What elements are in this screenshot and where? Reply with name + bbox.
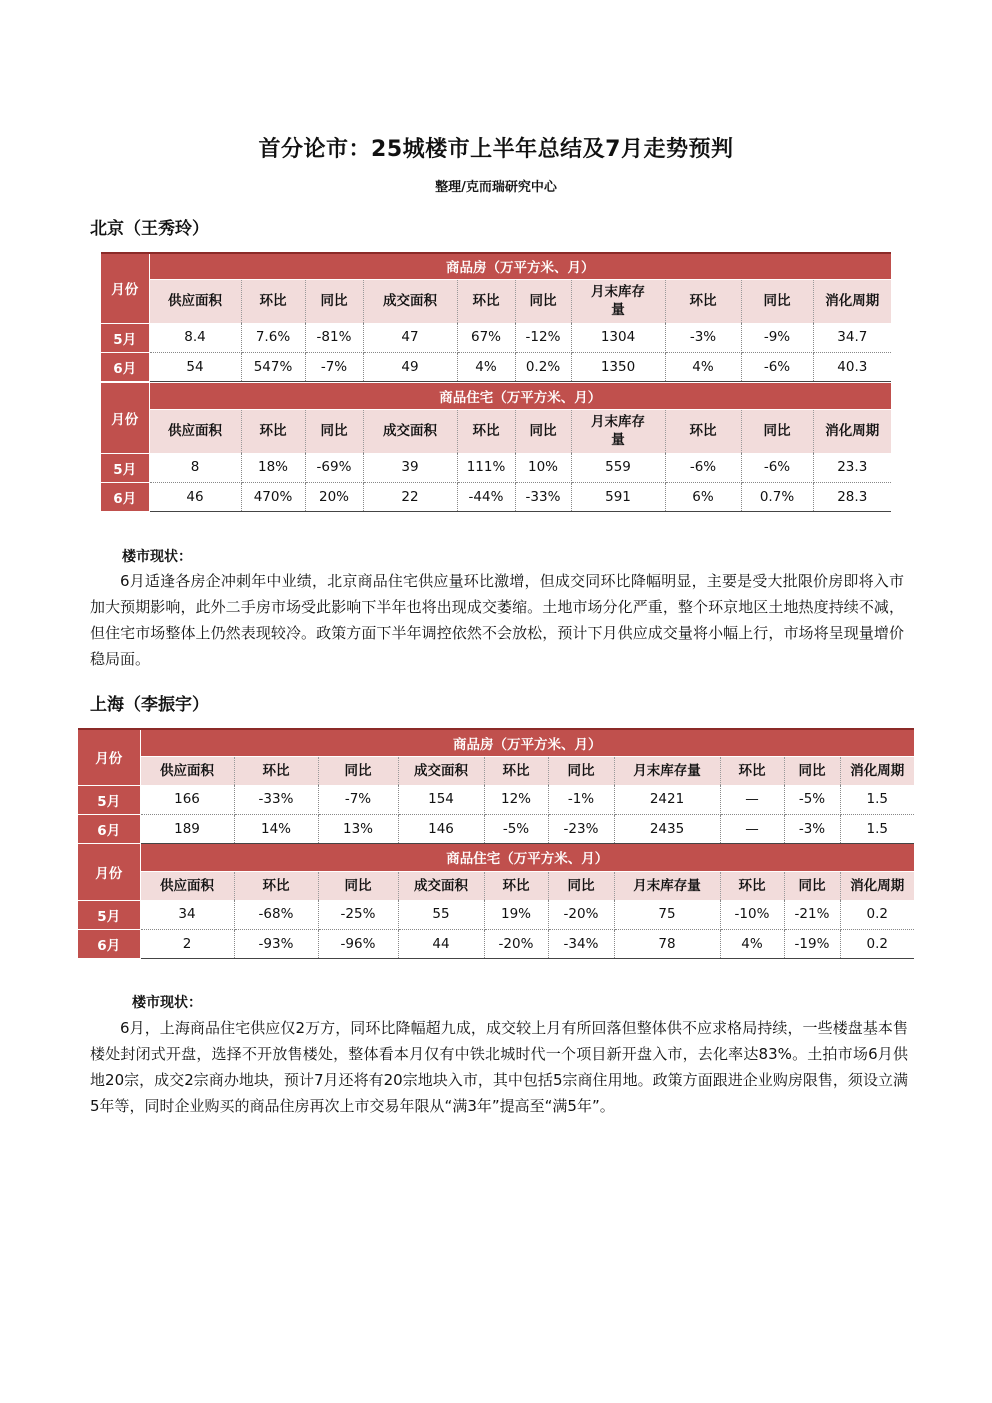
table-cell: 39 bbox=[363, 453, 457, 482]
shanghai-residential-table bbox=[78, 844, 914, 959]
column-header: 环比 bbox=[720, 756, 784, 785]
table-cell: 34.7 bbox=[813, 323, 891, 352]
column-header: 同比 bbox=[741, 409, 813, 453]
month-column-header: 月份 bbox=[101, 253, 149, 323]
table-cell: -5% bbox=[784, 785, 840, 814]
table-cell: -68% bbox=[234, 900, 318, 929]
table-cell: 18% bbox=[241, 453, 305, 482]
column-header: 同比 bbox=[515, 409, 571, 453]
table-cell: — bbox=[720, 814, 784, 843]
table-cell: -7% bbox=[305, 352, 363, 381]
table-cell: 2435 bbox=[614, 814, 720, 843]
column-header: 环比 bbox=[457, 409, 515, 453]
table-cell: 189 bbox=[140, 814, 234, 843]
month-column-header: 月份 bbox=[78, 729, 140, 785]
table-cell: -34% bbox=[548, 929, 614, 958]
table-row bbox=[78, 785, 914, 814]
table-cell: -1% bbox=[548, 785, 614, 814]
row-header: 5月 bbox=[101, 453, 149, 482]
table-cell: 46 bbox=[149, 482, 241, 511]
table-cell: 166 bbox=[140, 785, 234, 814]
beijing-commercial-table bbox=[101, 252, 891, 382]
table-cell: -25% bbox=[318, 900, 398, 929]
beijing-residential-table bbox=[101, 383, 891, 512]
table-cell: 49 bbox=[363, 352, 457, 381]
table-cell: 0.7% bbox=[741, 482, 813, 511]
table-row bbox=[101, 352, 891, 381]
column-header: 供应面积 bbox=[149, 279, 241, 323]
column-header: 月末库存量 bbox=[571, 409, 665, 453]
table-cell: 28.3 bbox=[813, 482, 891, 511]
table-cell: 8 bbox=[149, 453, 241, 482]
table-cell: 1.5 bbox=[840, 814, 914, 843]
table-cell: 470% bbox=[241, 482, 305, 511]
table-cell: 4% bbox=[457, 352, 515, 381]
table-cell: 146 bbox=[398, 814, 484, 843]
table-cell: 23.3 bbox=[813, 453, 891, 482]
table-cell: -21% bbox=[784, 900, 840, 929]
table-cell: 1350 bbox=[571, 352, 665, 381]
table-cell: 55 bbox=[398, 900, 484, 929]
page-subtitle: 整理/克而瑞研究中心 bbox=[435, 180, 557, 195]
column-header: 同比 bbox=[784, 756, 840, 785]
table-cell: 47 bbox=[363, 323, 457, 352]
table-cell: -93% bbox=[234, 929, 318, 958]
column-header: 成交面积 bbox=[398, 871, 484, 900]
table-cell: 40.3 bbox=[813, 352, 891, 381]
column-header: 环比 bbox=[665, 409, 741, 453]
table-row bbox=[78, 929, 914, 958]
market-status-text: 6月适逢各房企冲刺年中业绩，北京商品住宅供应量环比激增，但成交同环比降幅明显，主要是受大批限价房即将入市加大预期影响，此外二手房市场受此影响下半年也将出现成交萎缩。土地市场分化严重，整个环京地区土地热度持续不减，但住宅市场整体上仍然表现较冷。政策方面下半年调控依然不会放松，预计下月供应成交量将小幅上行，市场将呈现量增价稳局面。 bbox=[90, 572, 904, 668]
row-header: 6月 bbox=[101, 352, 149, 381]
column-header: 月末库存量 bbox=[614, 871, 720, 900]
table-cell: 2421 bbox=[614, 785, 720, 814]
column-header: 消化周期 bbox=[840, 756, 914, 785]
table-cell: 591 bbox=[571, 482, 665, 511]
column-header: 同比 bbox=[515, 279, 571, 323]
row-header: 6月 bbox=[101, 482, 149, 511]
market-status-text: 6月，上海商品住宅供应仅2万方，同环比降幅超九成，成交较上月有所回落但整体供不应求格局持续，一些楼盘基本售楼处封闭式开盘，选择不开放售楼处，整体看本月仅有中铁北城时代一个项目新开盘入市，去化率达83%。土拍市场6月供地20宗，成交2宗商办地块，预计7月还将有20宗地块入市，其中包括5宗商住用地。政策方面跟进企业购房限售，须设立满5年等，同时企业购买的商品住房再次上市交易年限从“满3年”提高至“满5年”。 bbox=[90, 1019, 908, 1115]
market-status-label: 楼市现状： bbox=[122, 549, 192, 565]
column-header: 成交面积 bbox=[398, 756, 484, 785]
table-cell: 559 bbox=[571, 453, 665, 482]
table-cell: — bbox=[720, 785, 784, 814]
column-header: 月末库存量 bbox=[614, 756, 720, 785]
table-cell: -12% bbox=[515, 323, 571, 352]
table-cell: -3% bbox=[784, 814, 840, 843]
table-row bbox=[78, 814, 914, 843]
table-cell: 10% bbox=[515, 453, 571, 482]
column-header: 同比 bbox=[318, 756, 398, 785]
column-header: 成交面积 bbox=[363, 279, 457, 323]
column-header: 成交面积 bbox=[363, 409, 457, 453]
table-cell: 12% bbox=[484, 785, 548, 814]
month-column-header: 月份 bbox=[101, 383, 149, 453]
column-header: 消化周期 bbox=[813, 409, 891, 453]
table-cell: 20% bbox=[305, 482, 363, 511]
table-group-header: 商品房（万平方米、月） bbox=[149, 253, 891, 279]
column-header: 环比 bbox=[457, 279, 515, 323]
table-cell: -6% bbox=[665, 453, 741, 482]
table-cell: 1.5 bbox=[840, 785, 914, 814]
table-cell: 8.4 bbox=[149, 323, 241, 352]
table-cell: 13% bbox=[318, 814, 398, 843]
column-header: 同比 bbox=[548, 756, 614, 785]
table-cell: 22 bbox=[363, 482, 457, 511]
shanghai-commercial-table bbox=[78, 728, 914, 844]
table-cell: 0.2% bbox=[515, 352, 571, 381]
table-cell: -33% bbox=[515, 482, 571, 511]
table-cell: 14% bbox=[234, 814, 318, 843]
table-cell: 547% bbox=[241, 352, 305, 381]
row-header: 5月 bbox=[78, 785, 140, 814]
table-group-header: 商品房（万平方米、月） bbox=[140, 729, 914, 756]
column-header: 同比 bbox=[741, 279, 813, 323]
page-title: 首分论市：25城楼市上半年总结及7月走势预判 bbox=[258, 137, 734, 162]
table-group-header: 商品住宅（万平方米、月） bbox=[149, 383, 891, 409]
column-header: 同比 bbox=[318, 871, 398, 900]
column-header: 供应面积 bbox=[140, 871, 234, 900]
table-cell: 44 bbox=[398, 929, 484, 958]
section-heading-shanghai: 上海（李振宇） bbox=[90, 695, 209, 715]
column-header: 环比 bbox=[241, 409, 305, 453]
table-cell: -7% bbox=[318, 785, 398, 814]
table-cell: 2 bbox=[140, 929, 234, 958]
table-cell: -19% bbox=[784, 929, 840, 958]
table-cell: 1304 bbox=[571, 323, 665, 352]
table-cell: -81% bbox=[305, 323, 363, 352]
table-cell: -5% bbox=[484, 814, 548, 843]
section-heading-beijing: 北京（王秀玲） bbox=[90, 219, 209, 239]
table-cell: -20% bbox=[484, 929, 548, 958]
table-cell: 34 bbox=[140, 900, 234, 929]
table-cell: 19% bbox=[484, 900, 548, 929]
column-header: 供应面积 bbox=[149, 409, 241, 453]
month-column-header: 月份 bbox=[78, 844, 140, 900]
row-header: 5月 bbox=[101, 323, 149, 352]
table-cell: -20% bbox=[548, 900, 614, 929]
column-header: 环比 bbox=[665, 279, 741, 323]
column-header: 环比 bbox=[484, 871, 548, 900]
column-header: 同比 bbox=[548, 871, 614, 900]
table-cell: -96% bbox=[318, 929, 398, 958]
row-header: 6月 bbox=[78, 929, 140, 958]
column-header: 环比 bbox=[234, 871, 318, 900]
table-cell: -23% bbox=[548, 814, 614, 843]
table-cell: 0.2 bbox=[840, 929, 914, 958]
table-cell: -69% bbox=[305, 453, 363, 482]
column-header: 环比 bbox=[234, 756, 318, 785]
table-row bbox=[101, 453, 891, 482]
column-header: 同比 bbox=[784, 871, 840, 900]
table-group-header: 商品住宅（万平方米、月） bbox=[140, 844, 914, 871]
table-cell: -10% bbox=[720, 900, 784, 929]
table-row bbox=[101, 323, 891, 352]
table-cell: 67% bbox=[457, 323, 515, 352]
column-header: 同比 bbox=[305, 279, 363, 323]
table-cell: -44% bbox=[457, 482, 515, 511]
table-cell: 0.2 bbox=[840, 900, 914, 929]
column-header: 环比 bbox=[720, 871, 784, 900]
column-header: 消化周期 bbox=[813, 279, 891, 323]
table-cell: 7.6% bbox=[241, 323, 305, 352]
table-cell: -9% bbox=[741, 323, 813, 352]
table-cell: 78 bbox=[614, 929, 720, 958]
column-header: 同比 bbox=[305, 409, 363, 453]
market-status-label: 楼市现状： bbox=[132, 995, 202, 1011]
table-cell: -33% bbox=[234, 785, 318, 814]
column-header: 月末库存量 bbox=[571, 279, 665, 323]
table-cell: 4% bbox=[665, 352, 741, 381]
table-cell: 6% bbox=[665, 482, 741, 511]
row-header: 6月 bbox=[78, 814, 140, 843]
column-header: 供应面积 bbox=[140, 756, 234, 785]
table-cell: 4% bbox=[720, 929, 784, 958]
table-row bbox=[78, 900, 914, 929]
table-cell: 54 bbox=[149, 352, 241, 381]
column-header: 环比 bbox=[241, 279, 305, 323]
table-cell: -6% bbox=[741, 352, 813, 381]
table-cell: 154 bbox=[398, 785, 484, 814]
table-cell: 75 bbox=[614, 900, 720, 929]
table-cell: -3% bbox=[665, 323, 741, 352]
row-header: 5月 bbox=[78, 900, 140, 929]
table-row bbox=[101, 482, 891, 511]
table-cell: -6% bbox=[741, 453, 813, 482]
column-header: 环比 bbox=[484, 756, 548, 785]
column-header: 消化周期 bbox=[840, 871, 914, 900]
table-cell: 111% bbox=[457, 453, 515, 482]
